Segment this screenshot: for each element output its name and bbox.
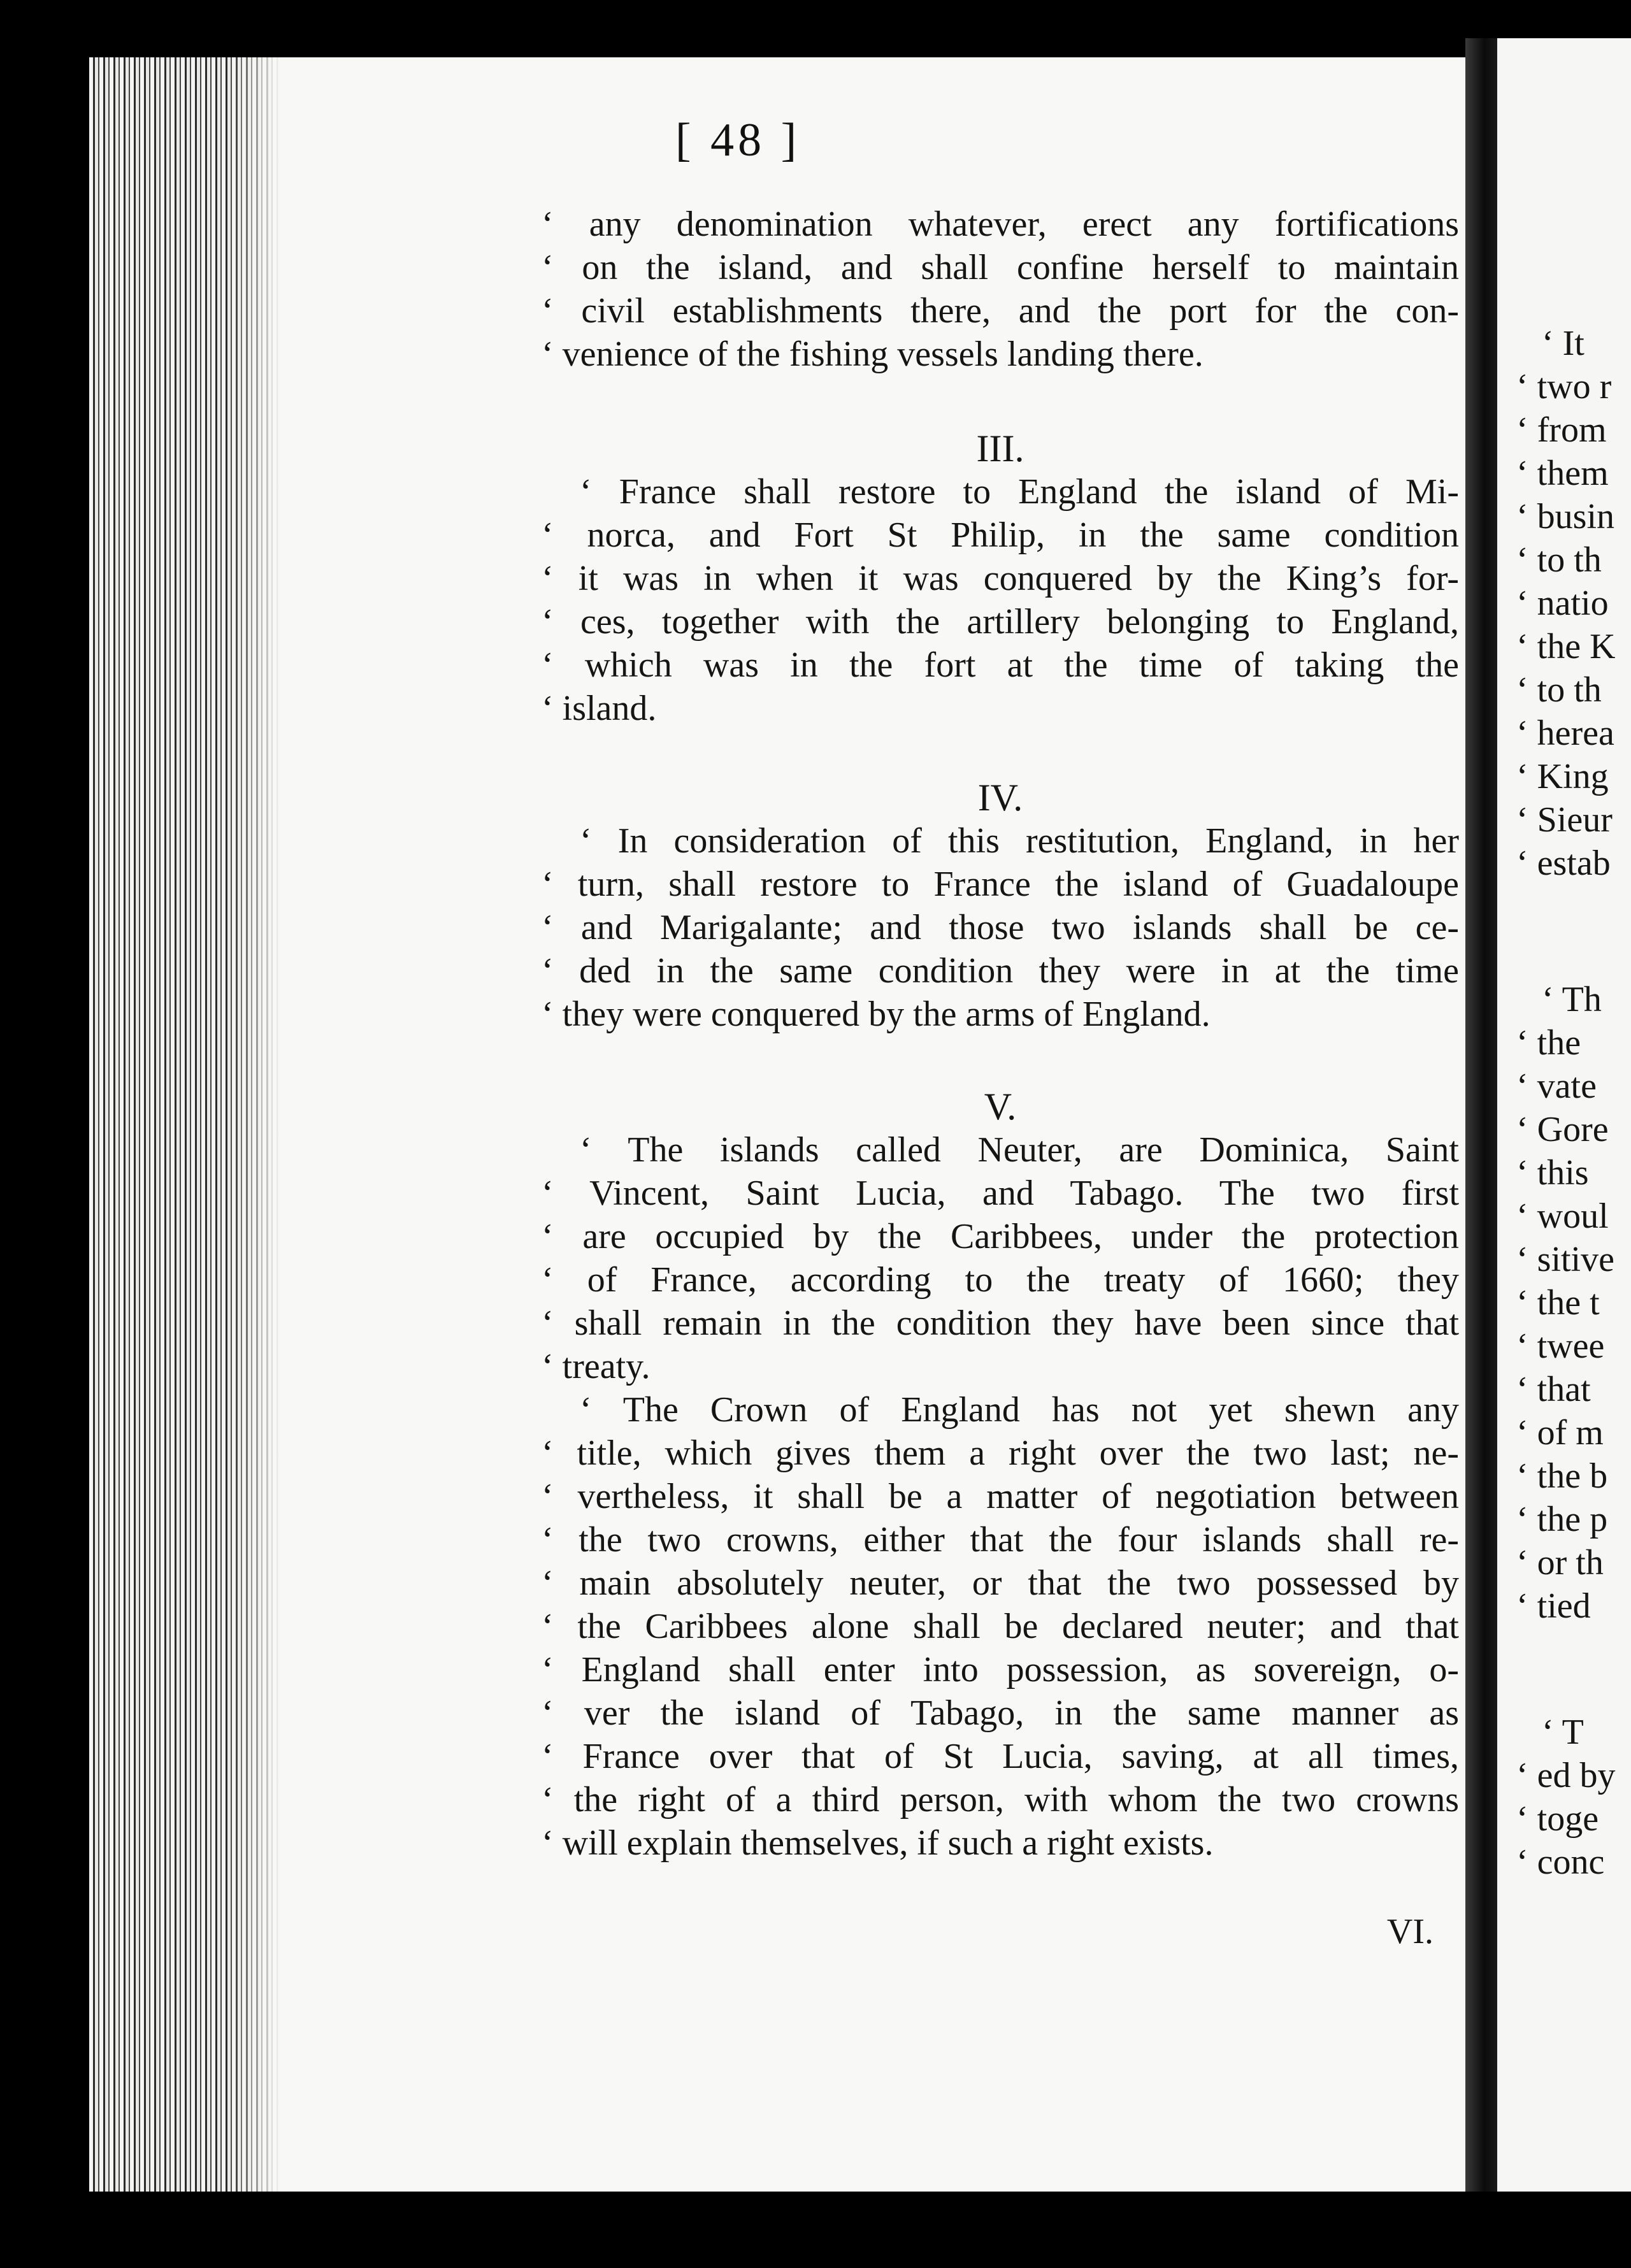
facing-page-line: ‘ woul [1516, 1196, 1609, 1236]
facing-page-line: ‘ King [1516, 757, 1609, 796]
facing-page-line: ‘ tied [1516, 1586, 1591, 1626]
text-line: ‘ civil establishments there, and the port for the con- [542, 291, 1459, 331]
text-line: ‘ shall remain in the condition they have been since that [542, 1303, 1459, 1343]
text-line: ‘ the two crowns, either that the four islands shall re- [542, 1520, 1459, 1560]
book-gutter [1465, 38, 1497, 2243]
facing-page-line: ‘ conc [1516, 1842, 1605, 1882]
text-line: ‘ the right of a third person, with whom the two crowns [542, 1780, 1459, 1819]
facing-page-line: ‘ Th [1542, 980, 1602, 1019]
facing-page-line: ‘ this [1516, 1153, 1589, 1193]
facing-page-line: ‘ ed by [1516, 1756, 1616, 1795]
text-line: ‘ on the island, and shall confine herself to maintain [542, 248, 1459, 287]
facing-page-line: ‘ the K [1516, 627, 1616, 666]
text-line: ‘ Vincent, Saint Lucia, and Tabago. The two first [542, 1173, 1459, 1213]
facing-page-line: ‘ herea [1516, 714, 1614, 753]
edge-fade [229, 57, 280, 2192]
facing-page-line: ‘ from [1516, 410, 1607, 450]
text-line: ‘ In consideration of this restitution, England, in her [580, 821, 1459, 861]
text-line: ‘ of France, according to the treaty of 1660; they [542, 1260, 1459, 1300]
page-number: [ 48 ] [675, 114, 801, 166]
text-line: ‘ will explain themselves, if such a right exists. [542, 1823, 1214, 1863]
facing-page-line: ‘ Gore [1516, 1110, 1609, 1149]
facing-page-line: ‘ natio [1516, 584, 1609, 623]
text-line: ‘ main absolutely neuter, or that the two possessed by [542, 1563, 1459, 1603]
text-line: ‘ turn, shall restore to France the island of Guadaloupe [542, 865, 1459, 904]
text-line: ‘ ces, together with the artillery belonging to England, [542, 602, 1459, 642]
text-line: ‘ vertheless, it shall be a matter of negotiation between [542, 1477, 1459, 1516]
text-line: ‘ they were conquered by the arms of England. [542, 994, 1211, 1034]
facing-page-line: ‘ sitive [1516, 1240, 1614, 1279]
facing-page-line: ‘ the [1516, 1023, 1581, 1063]
facing-page-line: ‘ estab [1516, 843, 1611, 883]
facing-page-line: ‘ vate [1516, 1066, 1597, 1106]
facing-page-line: ‘ to th [1516, 670, 1602, 710]
section-heading-5: V. [984, 1086, 1017, 1128]
text-line: ‘ which was in the fort at the time of taking the [542, 645, 1459, 685]
text-line: ‘ treaty. [542, 1347, 650, 1386]
text-line: ‘ France over that of St Lucia, saving, at all times, [542, 1737, 1459, 1776]
facing-page-line: ‘ of m [1516, 1413, 1604, 1453]
text-line: ‘ ver the island of Tabago, in the same manner as [542, 1693, 1459, 1733]
facing-page-line: ‘ or th [1516, 1543, 1604, 1583]
text-line: ‘ France shall restore to England the island of Mi- [580, 472, 1459, 512]
facing-page-line: ‘ Sieur [1516, 800, 1613, 840]
text-line: ‘ any denomination whatever, erect any fortifications [542, 205, 1459, 244]
text-line: ‘ norca, and Fort St Philip, in the same condition [542, 515, 1459, 555]
scan-bottom-border [0, 2192, 1631, 2268]
page-edges [89, 57, 280, 2192]
text-line: ‘ island. [542, 689, 657, 728]
text-line: ‘ The Crown of England has not yet shewn any [580, 1390, 1459, 1430]
facing-page-line: ‘ It [1542, 324, 1584, 363]
facing-page-line: ‘ the b [1516, 1456, 1608, 1496]
text-line: ‘ ded in the same condition they were in at the time [542, 951, 1459, 991]
text-line: ‘ venience of the fishing vessels landing there. [542, 334, 1203, 374]
text-line: ‘ England shall enter into possession, as sovereign, o- [542, 1650, 1459, 1690]
text-line: ‘ The islands called Neuter, are Dominica, Saint [580, 1130, 1459, 1170]
facing-page [1497, 38, 1631, 2217]
facing-page-line: ‘ to th [1516, 540, 1602, 580]
text-line: ‘ title, which gives them a right over the two last; ne- [542, 1433, 1459, 1473]
text-line: ‘ it was in when it was conquered by the King’s for- [542, 559, 1459, 598]
facing-page-line: ‘ two r [1516, 367, 1612, 406]
facing-page-line: ‘ them [1516, 454, 1609, 493]
text-line: ‘ are occupied by the Caribbees, under the protection [542, 1217, 1459, 1256]
facing-page-line: ‘ T [1542, 1712, 1584, 1752]
facing-page-line: ‘ the t [1516, 1283, 1600, 1323]
facing-page-line: ‘ the p [1516, 1500, 1608, 1539]
facing-page-line: ‘ toge [1516, 1799, 1599, 1839]
text-line: ‘ the Caribbees alone shall be declared neuter; and that [542, 1607, 1459, 1646]
facing-page-line: ‘ that [1516, 1370, 1591, 1409]
facing-page-line: ‘ busin [1516, 497, 1614, 536]
catchword: VI. [1386, 1912, 1433, 1951]
facing-page-line: ‘ twee [1516, 1326, 1605, 1366]
text-line: ‘ and Marigalante; and those two islands shall be ce- [542, 908, 1459, 947]
section-heading-3: III. [976, 427, 1024, 470]
section-heading-4: IV. [977, 777, 1023, 819]
